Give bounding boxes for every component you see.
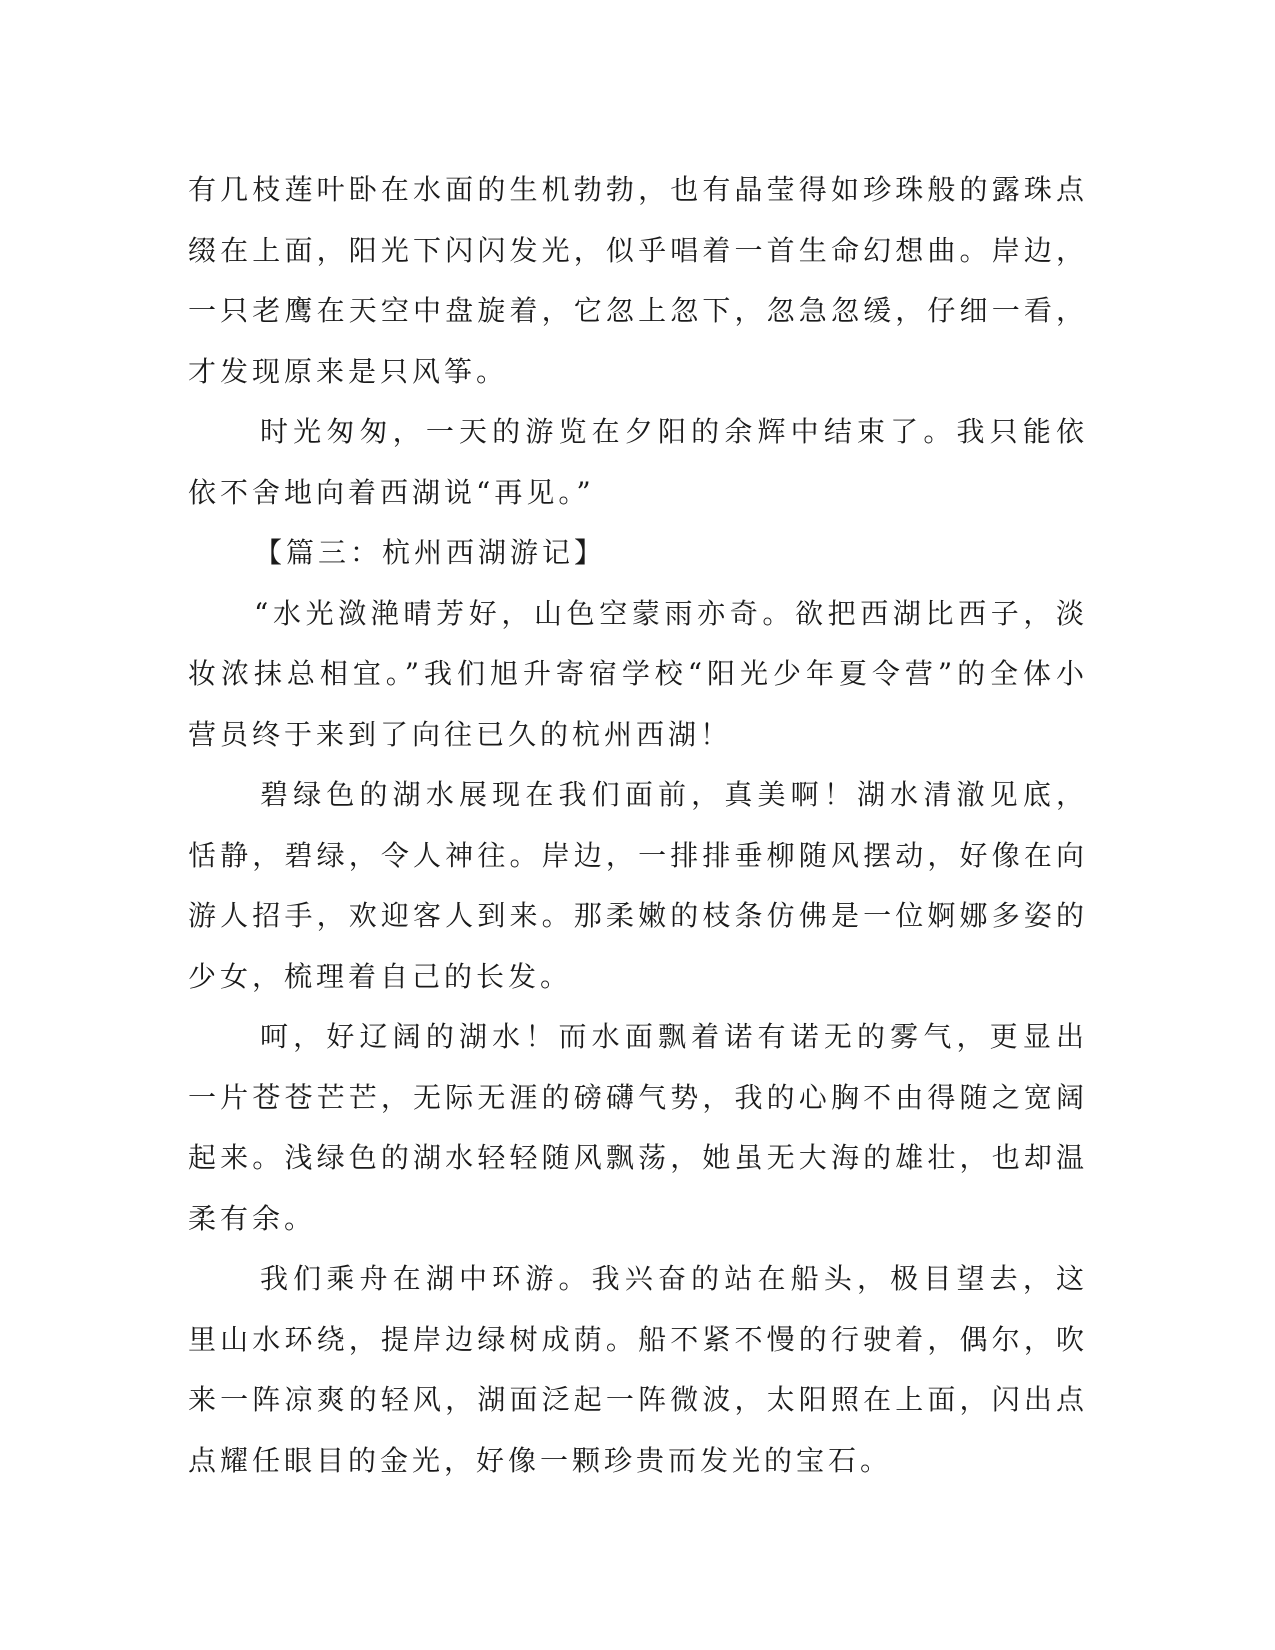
document-body xyxy=(188,160,1088,1491)
paragraph-green-lake: 碧绿色的湖水展现在我们面前，真美啊！湖水清澈见底，恬静，碧绿，令人神往。岸边，一排排垂柳随风摆动，好像在向游人招手，欢迎客人到来。那柔嫩的枝条仿佛是一位婀娜多姿的少女，梳理着自己的长发。 xyxy=(188,778,1088,993)
paragraph-farewell: 时光匆匆，一天的游览在夕阳的余辉中结束了。我只能依依不舍地向着西湖说“再见。” xyxy=(188,415,1088,509)
paragraph-vast-lake: 呵，好辽阔的湖水！而水面飘着诺有诺无的雾气，更显出一片苍苍芒芒，无际无涯的磅礴气势，我的心胸不由得随之宽阔起来。浅绿色的湖水轻轻随风飘荡，她虽无大海的雄壮，也却温柔有余。 xyxy=(188,1020,1088,1235)
paragraph-boat-trip: 我们乘舟在湖中环游。我兴奋的站在船头，极目望去，这里山水环绕，提岸边绿树成荫。船不紧不慢的行驶着，偶尔，吹来一阵凉爽的轻风，湖面泛起一阵微波，太阳照在上面，闪出点点耀任眼目的金光，好像一颗珍贵而发光的宝石。 xyxy=(188,1262,1088,1477)
paragraph-poem-intro: “水光潋滟晴芳好，山色空蒙雨亦奇。欲把西湖比西子，淡妆浓抹总相宜。”我们旭升寄宿学校“阳光少年夏令营”的全体小营员终于来到了向往已久的杭州西湖！ xyxy=(188,596,1088,751)
section-heading-part-three: 【篇三：杭州西湖游记】 xyxy=(254,536,607,569)
paragraph-lotus-continuation: 有几枝莲叶卧在水面的生机勃勃，也有晶莹得如珍珠般的露珠点缀在上面，阳光下闪闪发光，似乎唱着一首生命幻想曲。岸边，一只老鹰在天空中盘旋着，它忽上忽下，忽急忽缓，仔细一看，才发现原来是只风筝。 xyxy=(188,173,1088,388)
